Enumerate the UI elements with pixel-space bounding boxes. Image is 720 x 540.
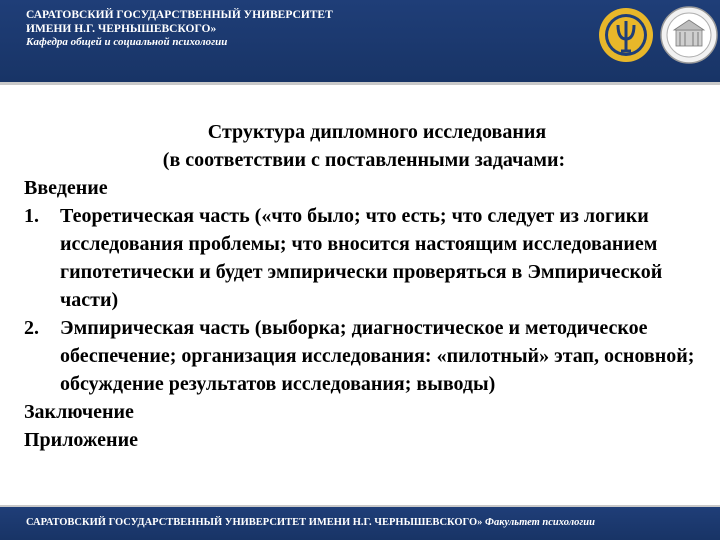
psychology-faculty-logo-icon — [598, 7, 654, 63]
slide-title — [24, 118, 704, 174]
slide-title-line1: Структура дипломного исследования — [207, 121, 547, 143]
header-bar — [0, 0, 720, 82]
slide-title-line2: (в соответствии с поставленными задачами: — [162, 149, 566, 171]
university-building-emblem-icon — [660, 6, 718, 64]
structure-list — [24, 202, 704, 398]
list-item — [24, 314, 704, 398]
list-item-text: Эмпирическая часть (выборка; диагностическое и методическое обеспечение; организация исследования: «пилотный» этап, основной; обсуждение результатов исследования; выводы) — [60, 317, 695, 395]
slide-content — [24, 118, 704, 454]
list-item-number: 1. — [24, 205, 39, 227]
list-item-number: 2. — [24, 317, 39, 339]
footer-faculty: Факультет психологии — [485, 517, 595, 528]
header-divider — [0, 82, 720, 85]
section-conclusion: Заключение — [24, 401, 134, 423]
list-item — [24, 202, 704, 314]
footer-text — [26, 517, 595, 528]
footer-bar — [0, 507, 720, 540]
list-item-text: Теоретическая часть («что было; что есть; что следует из логики исследования проблемы; что вносится настоящим исследованием гипотетически и будет эмпирически проверяться в Эмпирической части) — [60, 205, 663, 311]
section-appendix: Приложение — [24, 429, 138, 451]
header-text — [26, 9, 333, 50]
department-name: Кафедра общей и социальной психологии — [26, 36, 228, 48]
university-name-line1: САРАТОВСКИЙ ГОСУДАРСТВЕННЫЙ УНИВЕРСИТЕТ — [26, 9, 333, 21]
footer-university: САРАТОВСКИЙ ГОСУДАРСТВЕННЫЙ УНИВЕРСИТЕТ ИМЕНИ Н.Г. ЧЕРНЫШЕВСКОГО» — [26, 517, 483, 528]
university-name-line2: ИМЕНИ Н.Г. ЧЕРНЫШЕВСКОГО» — [26, 22, 217, 35]
section-introduction: Введение — [24, 177, 108, 199]
